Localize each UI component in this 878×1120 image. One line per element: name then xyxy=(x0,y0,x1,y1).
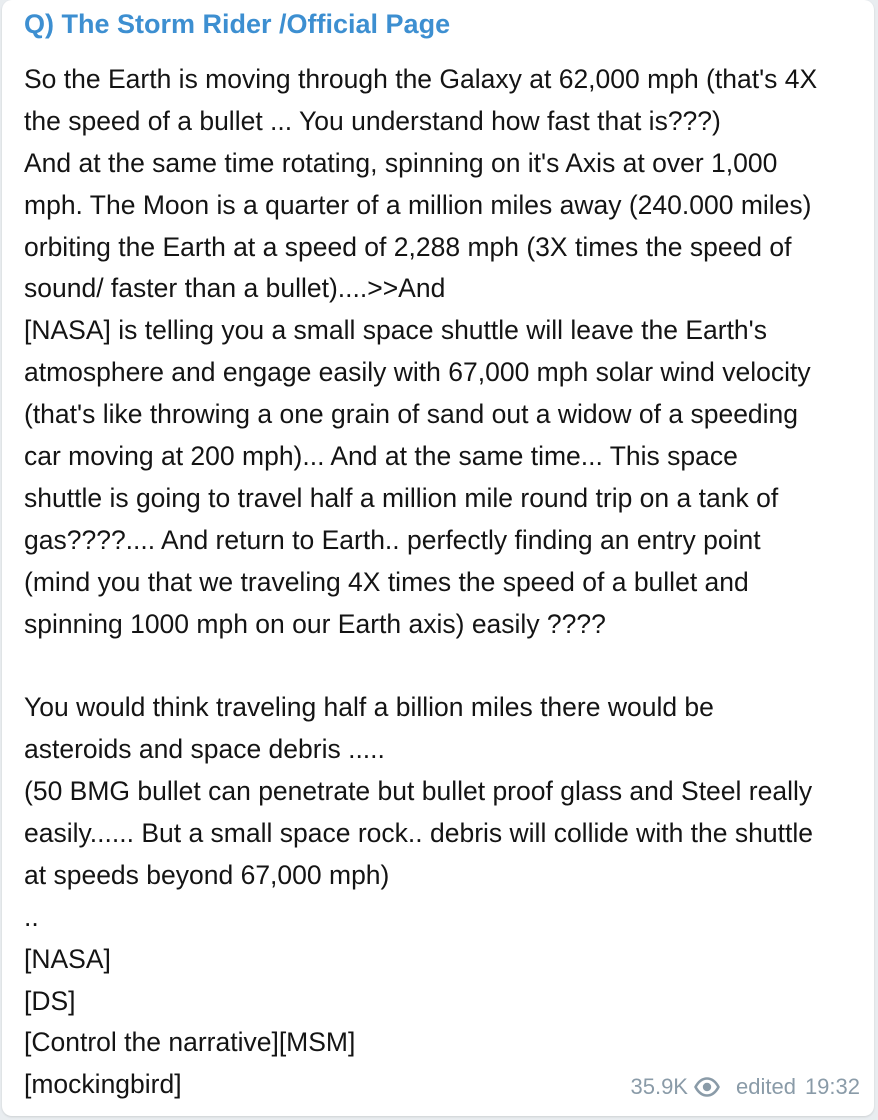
message-text xyxy=(24,59,870,1106)
message-line: spinning 1000 mph on our Earth axis) easily ???? xyxy=(24,608,606,639)
message-line: asteroids and space debris ..... xyxy=(24,734,385,765)
message-time: 19:32 xyxy=(804,1074,860,1099)
message-line: [Control the narrative][MSM] xyxy=(24,1027,356,1058)
message-line: (50 BMG bullet can penetrate but bullet proof glass and Steel really xyxy=(24,776,813,807)
message-line: atmosphere and engage easily with 67,000 mph solar wind velocity xyxy=(24,357,811,388)
message-line: [NASA] is telling you a small space shuttle will leave the Earth's xyxy=(24,315,767,346)
view-count: 35.9K xyxy=(630,1074,688,1099)
message-line: mph. The Moon is a quarter of a million miles away (240.000 miles) xyxy=(24,189,812,220)
message-line: (mind you that we traveling 4X times the speed of a bullet and xyxy=(24,566,749,597)
message-line: [DS] xyxy=(24,985,76,1016)
message-line: [mockingbird] xyxy=(24,1069,182,1100)
message-line: You would think traveling half a billion miles there would be xyxy=(24,692,714,723)
message-line: car moving at 200 mph)... And at the same time... This space xyxy=(24,441,738,472)
edited-label: edited xyxy=(735,1074,796,1099)
message-meta xyxy=(630,1072,860,1102)
message-line: (that's like throwing a one grain of sand out a widow of a speeding xyxy=(24,399,799,430)
sender-name[interactable]: Q) The Storm Rider /Official Page xyxy=(24,9,451,39)
message-line: sound/ faster than a bullet)....>>And xyxy=(24,273,446,304)
message-line: And at the same time rotating, spinning on it's Axis at over 1,000 xyxy=(24,147,778,178)
message-line: So the Earth is moving through the Galaxy at 62,000 mph (that's 4X xyxy=(24,64,818,94)
message-line: at speeds beyond 67,000 mph) xyxy=(24,859,390,890)
message-line: gas????.... And return to Earth.. perfectly finding an entry point xyxy=(24,524,761,555)
message-line: orbiting the Earth at a speed of 2,288 mph (3X times the speed of xyxy=(24,231,792,262)
message-bubble xyxy=(2,0,874,1116)
message-line xyxy=(24,645,870,687)
message-line: the speed of a bullet ... You understand how fast that is???) xyxy=(24,105,721,136)
message-line: .. xyxy=(24,901,39,932)
eye-icon xyxy=(694,1077,720,1097)
message-line: [NASA] xyxy=(24,943,111,974)
message-line: shuttle is going to travel half a million mile round trip on a tank of xyxy=(24,482,779,513)
message-line: easily...... But a small space rock.. debris will collide with the shuttle xyxy=(24,818,813,849)
